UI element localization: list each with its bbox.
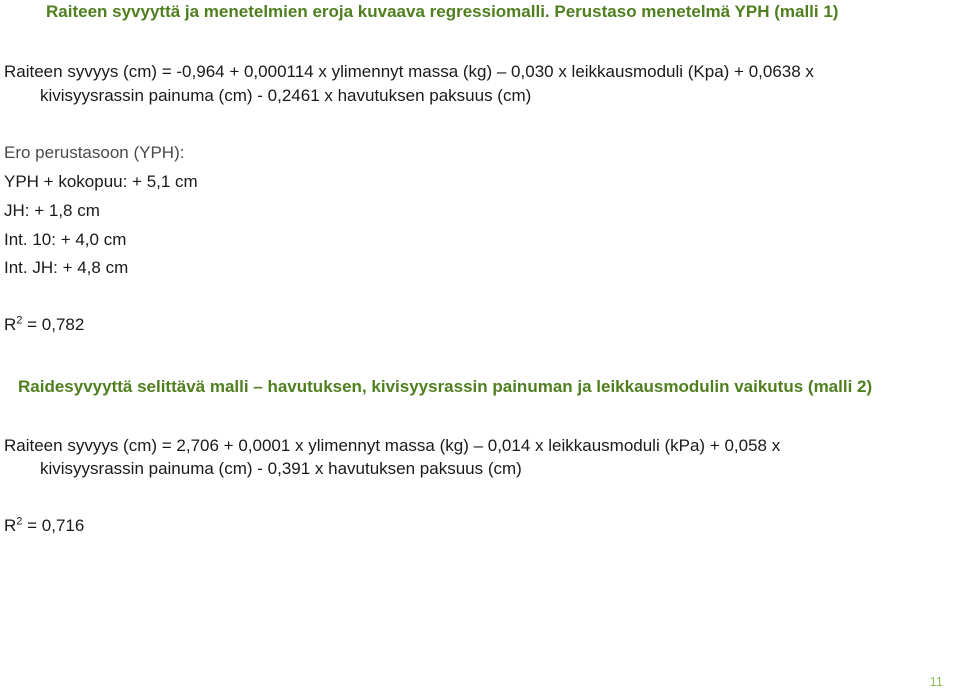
model-2-equation-line-2: kivisyysrassin painuma (cm) - 0,391 x havutuksen paksuus (cm) xyxy=(40,459,522,478)
r-squared-value: = 0,716 xyxy=(22,516,85,535)
r-squared-label: R xyxy=(4,516,17,535)
r-squared-value: = 0,782 xyxy=(22,315,85,334)
model-1-equation-line-1: Raiteen syvyys (cm) = -0,964 + 0,000114 x ylimennyt massa (kg) – 0,030 x leikkausmoduli (Kpa) + 0,0638 x xyxy=(4,62,814,81)
r-squared-model-1 xyxy=(4,315,84,335)
model-1-equation-line-2: kivisyysrassin painuma (cm) - 0,2461 x havutuksen paksuus (cm) xyxy=(40,86,532,105)
r-squared-superscript: 2 xyxy=(16,515,23,528)
differences-title: Ero perustasoon (YPH): xyxy=(4,143,185,162)
model-2-equation-line-1: Raiteen syvyys (cm) = 2,706 + 0,0001 x ylimennyt massa (kg) – 0,014 x leikkausmoduli (kPa) + 0,058 x xyxy=(4,436,781,455)
heading-model-2: Raidesyvyyttä selittävä malli – havutuksen, kivisyysrassin painuman ja leikkausmodulin vaikutus (malli 2) xyxy=(18,377,873,396)
difference-item-jh: JH: + 1,8 cm xyxy=(4,201,100,220)
difference-item-int-jh: Int. JH: + 4,8 cm xyxy=(4,258,129,277)
page-number: 11 xyxy=(929,674,943,689)
r-squared-label: R xyxy=(4,315,17,334)
difference-item-int-10: Int. 10: + 4,0 cm xyxy=(4,230,127,249)
difference-item-yph-kokopuu: YPH + kokopuu: + 5,1 cm xyxy=(4,172,198,191)
r-squared-superscript: 2 xyxy=(16,314,23,327)
heading-model-1: Raiteen syvyyttä ja menetelmien eroja kuvaava regressiomalli. Perustaso menetelmä YPH (malli 1) xyxy=(46,2,839,21)
r-squared-model-2 xyxy=(4,516,84,536)
